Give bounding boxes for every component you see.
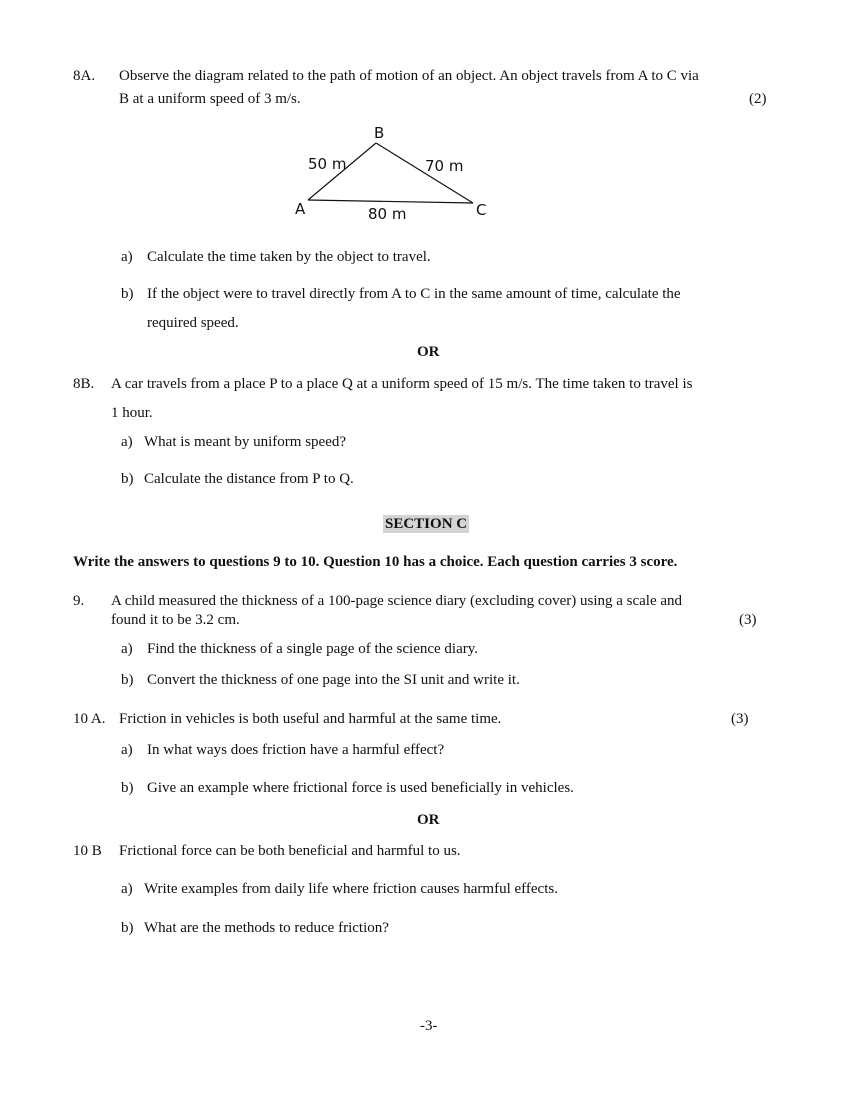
ac-length-label: 80 m [368,205,407,223]
q10a-part-a-marker: a) [121,742,133,758]
q10a-number: 10 A. [73,711,106,727]
vertex-c-label: C [476,201,487,219]
q8b-part-a-marker: a) [121,434,133,450]
q9-part-b-marker: b) [121,672,134,688]
q10a-part-b-text: Give an example where frictional force is used beneficially in vehicles. [147,780,574,796]
q10b-part-a-marker: a) [121,881,133,897]
q8a-part-a-marker: a) [121,249,133,265]
or-divider-2: OR [417,812,440,828]
q9-part-a-marker: a) [121,641,133,657]
ab-length-label: 50 m [308,155,347,173]
q10b-number: 10 B [73,843,102,859]
q9-text-line1: A child measured the thickness of a 100-page science diary (excluding cover) using a scale and [111,593,683,609]
q9-number: 9. [73,593,85,609]
q8a-text-line1: Observe the diagram related to the path of motion of an object. An object travels from A to C via [119,68,699,84]
q10b-text-line1: Frictional force can be both beneficial and harmful to us. [119,843,461,859]
q8a-text-line2: B at a uniform speed of 3 m/s. [119,91,301,107]
q10b-part-a-text: Write examples from daily life where friction causes harmful effects. [144,881,558,897]
q9-part-b-text: Convert the thickness of one page into the SI unit and write it. [147,672,520,688]
q8b-part-a-text: What is meant by uniform speed? [144,434,347,450]
segment-ac [308,200,473,203]
q9-text-line2: found it to be 3.2 cm. [111,612,240,628]
vertex-b-label: B [374,124,385,142]
q9-score: (3) [739,612,757,628]
q8b-text-line1: A car travels from a place P to a place Q at a uniform speed of 15 m/s. The time taken to travel is [111,376,693,392]
bc-length-label: 70 m [425,157,464,175]
q8a-part-b-line1: If the object were to travel directly from A to C in the same amount of time, calculate the [147,286,681,302]
section-instructions: Write the answers to questions 9 to 10. Question 10 has a choice. Each question carries 3 score. [73,554,678,570]
section-c-heading: SECTION C [385,516,468,532]
q10b-part-b-marker: b) [121,920,134,936]
q10a-score: (3) [731,711,749,727]
q10a-text-line1: Friction in vehicles is both useful and harmful at the same time. [119,711,502,727]
q8b-number: 8B. [73,376,95,392]
vertex-a-label: A [295,200,306,218]
page-number: -3- [420,1018,438,1034]
q8a-part-b-line2: required speed. [147,315,239,331]
q8b-part-b-text: Calculate the distance from P to Q. [144,471,354,487]
q10b-part-b-text: What are the methods to reduce friction? [144,920,389,936]
q8b-text-line2: 1 hour. [111,405,153,421]
q8a-part-b-marker: b) [121,286,134,302]
q10a-part-a-text: In what ways does friction have a harmful effect? [147,742,445,758]
q8a-number: 8A. [73,68,96,84]
q8a-score: (2) [749,91,767,107]
q8b-part-b-marker: b) [121,471,134,487]
or-divider-1: OR [417,344,440,360]
path-triangle-diagram [285,118,505,228]
q10a-part-b-marker: b) [121,780,134,796]
q8a-part-a-text: Calculate the time taken by the object to travel. [147,249,431,265]
q9-part-a-text: Find the thickness of a single page of the science diary. [147,641,479,657]
